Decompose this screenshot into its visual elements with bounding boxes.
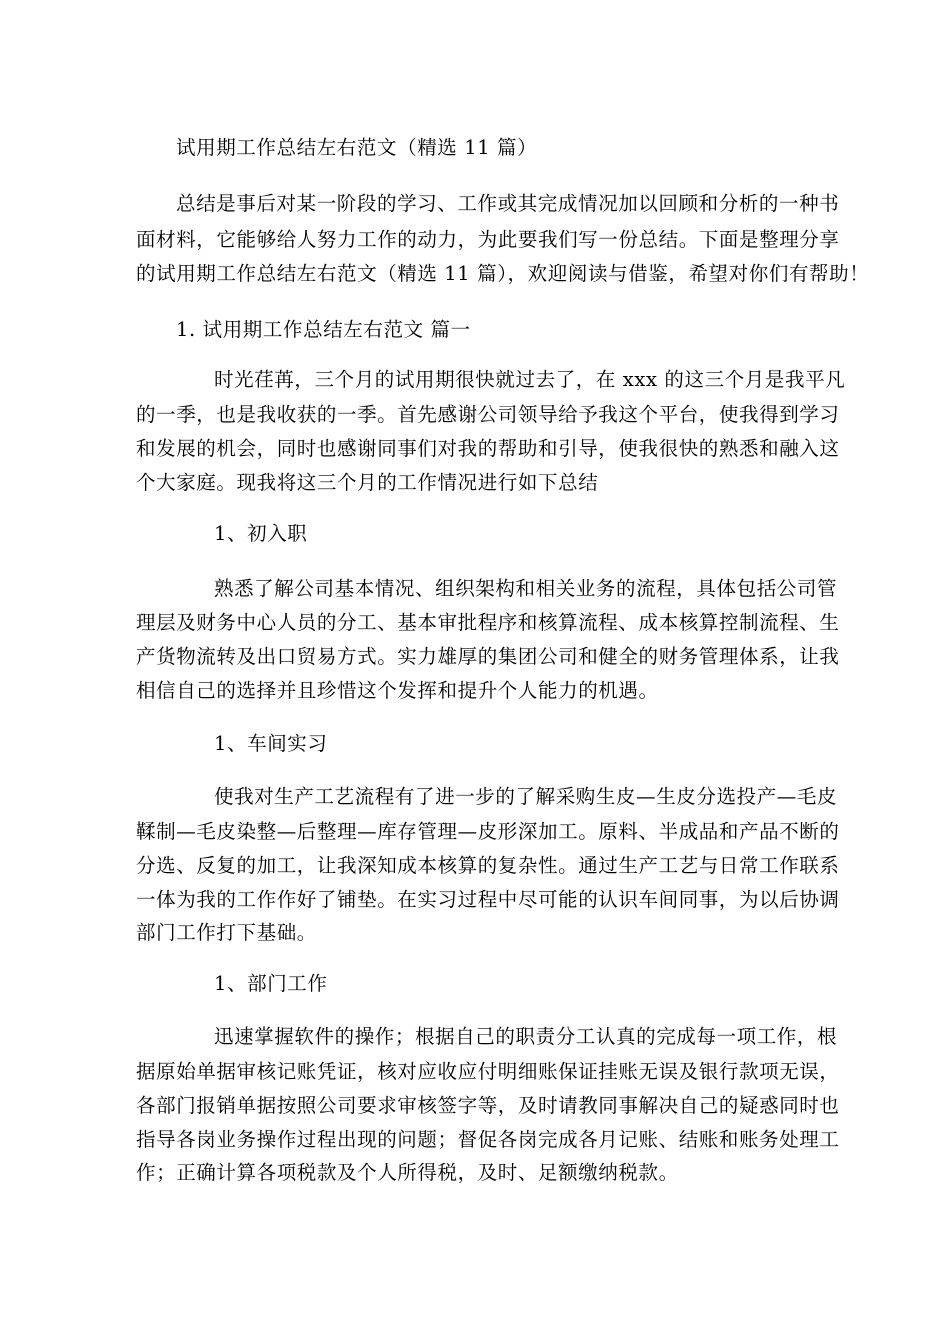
subsection-heading: 1、车间实习 xyxy=(214,732,328,755)
paragraph-line: 的一季，也是我收获的一季。首先感谢公司领导给予我这个平台，使我得到学习 xyxy=(136,403,840,426)
paragraph-line: 据原始单据审核记账凭证，核对应收应付明细账保证挂账无误及银行款项无误， xyxy=(136,1060,840,1083)
paragraph-line: 迅速掌握软件的操作；根据自己的职责分工认真的完成每一项工作，根 xyxy=(214,1025,838,1048)
subsection-heading: 1、初入职 xyxy=(214,522,308,545)
paragraph-line: 部门工作打下基础。 xyxy=(136,921,317,944)
section-heading: 1. 试用期工作总结左右范文 篇一 xyxy=(176,318,471,341)
paragraph-line: 作；正确计算各项税款及个人所得税，及时、足额缴纳税款。 xyxy=(136,1161,679,1184)
paragraph-line: 产货物流转及出口贸易方式。实力雄厚的集团公司和健全的财务管理体系，让我 xyxy=(136,645,840,668)
intro-line: 面材料，它能够给人努力工作的动力，为此要我们写一份总结。下面是整理分享 xyxy=(136,228,840,251)
paragraph-line: 理层及财务中心人员的分工、基本审批程序和核算流程、成本核算控制流程、生 xyxy=(136,611,840,634)
paragraph-line: 指导各岗业务操作过程出现的问题；督促各岗完成各月记账、结账和账务处理工 xyxy=(136,1128,840,1151)
paragraph-line: 和发展的机会，同时也感谢同事们对我的帮助和引导，使我很快的熟悉和融入这 xyxy=(136,437,840,460)
paragraph-line: 使我对生产工艺流程有了进一步的了解采购生皮—生皮分选投产—毛皮 xyxy=(214,785,838,808)
paragraph-line: 各部门报销单据按照公司要求审核签字等，及时请教同事解决自己的疑惑同时也 xyxy=(136,1094,840,1117)
paragraph-line: 鞣制—毛皮染整—后整理—库存管理—皮形深加工。原料、半成品和产品不断的 xyxy=(136,820,840,843)
paragraph-line: 熟悉了解公司基本情况、组织架构和相关业务的流程，具体包括公司管 xyxy=(214,577,838,600)
paragraph-line: 个大家庭。现我将这三个月的工作情况进行如下总结 xyxy=(136,471,599,494)
paragraph-line: 分选、反复的加工，让我深知成本核算的复杂性。通过生产工艺与日常工作联系 xyxy=(136,854,840,877)
document-title: 试用期工作总结左右范文（精选 11 篇） xyxy=(176,136,538,159)
paragraph-line: 相信自己的选择并且珍惜这个发挥和提升个人能力的机遇。 xyxy=(136,679,659,702)
subsection-heading: 1、部门工作 xyxy=(214,972,328,995)
intro-line: 的试用期工作总结左右范文（精选 11 篇），欢迎阅读与借鉴，希望对你们有帮助！ xyxy=(136,262,870,285)
paragraph-line: 一体为我的工作作好了铺垫。在实习过程中尽可能的认识车间同事，为以后协调 xyxy=(136,888,840,911)
intro-line: 总结是事后对某一阶段的学习、工作或其完成情况加以回顾和分析的一种书 xyxy=(176,192,840,215)
paragraph-line: 时光荏苒，三个月的试用期很快就过去了，在 xxx 的这三个月是我平凡 xyxy=(214,368,846,391)
